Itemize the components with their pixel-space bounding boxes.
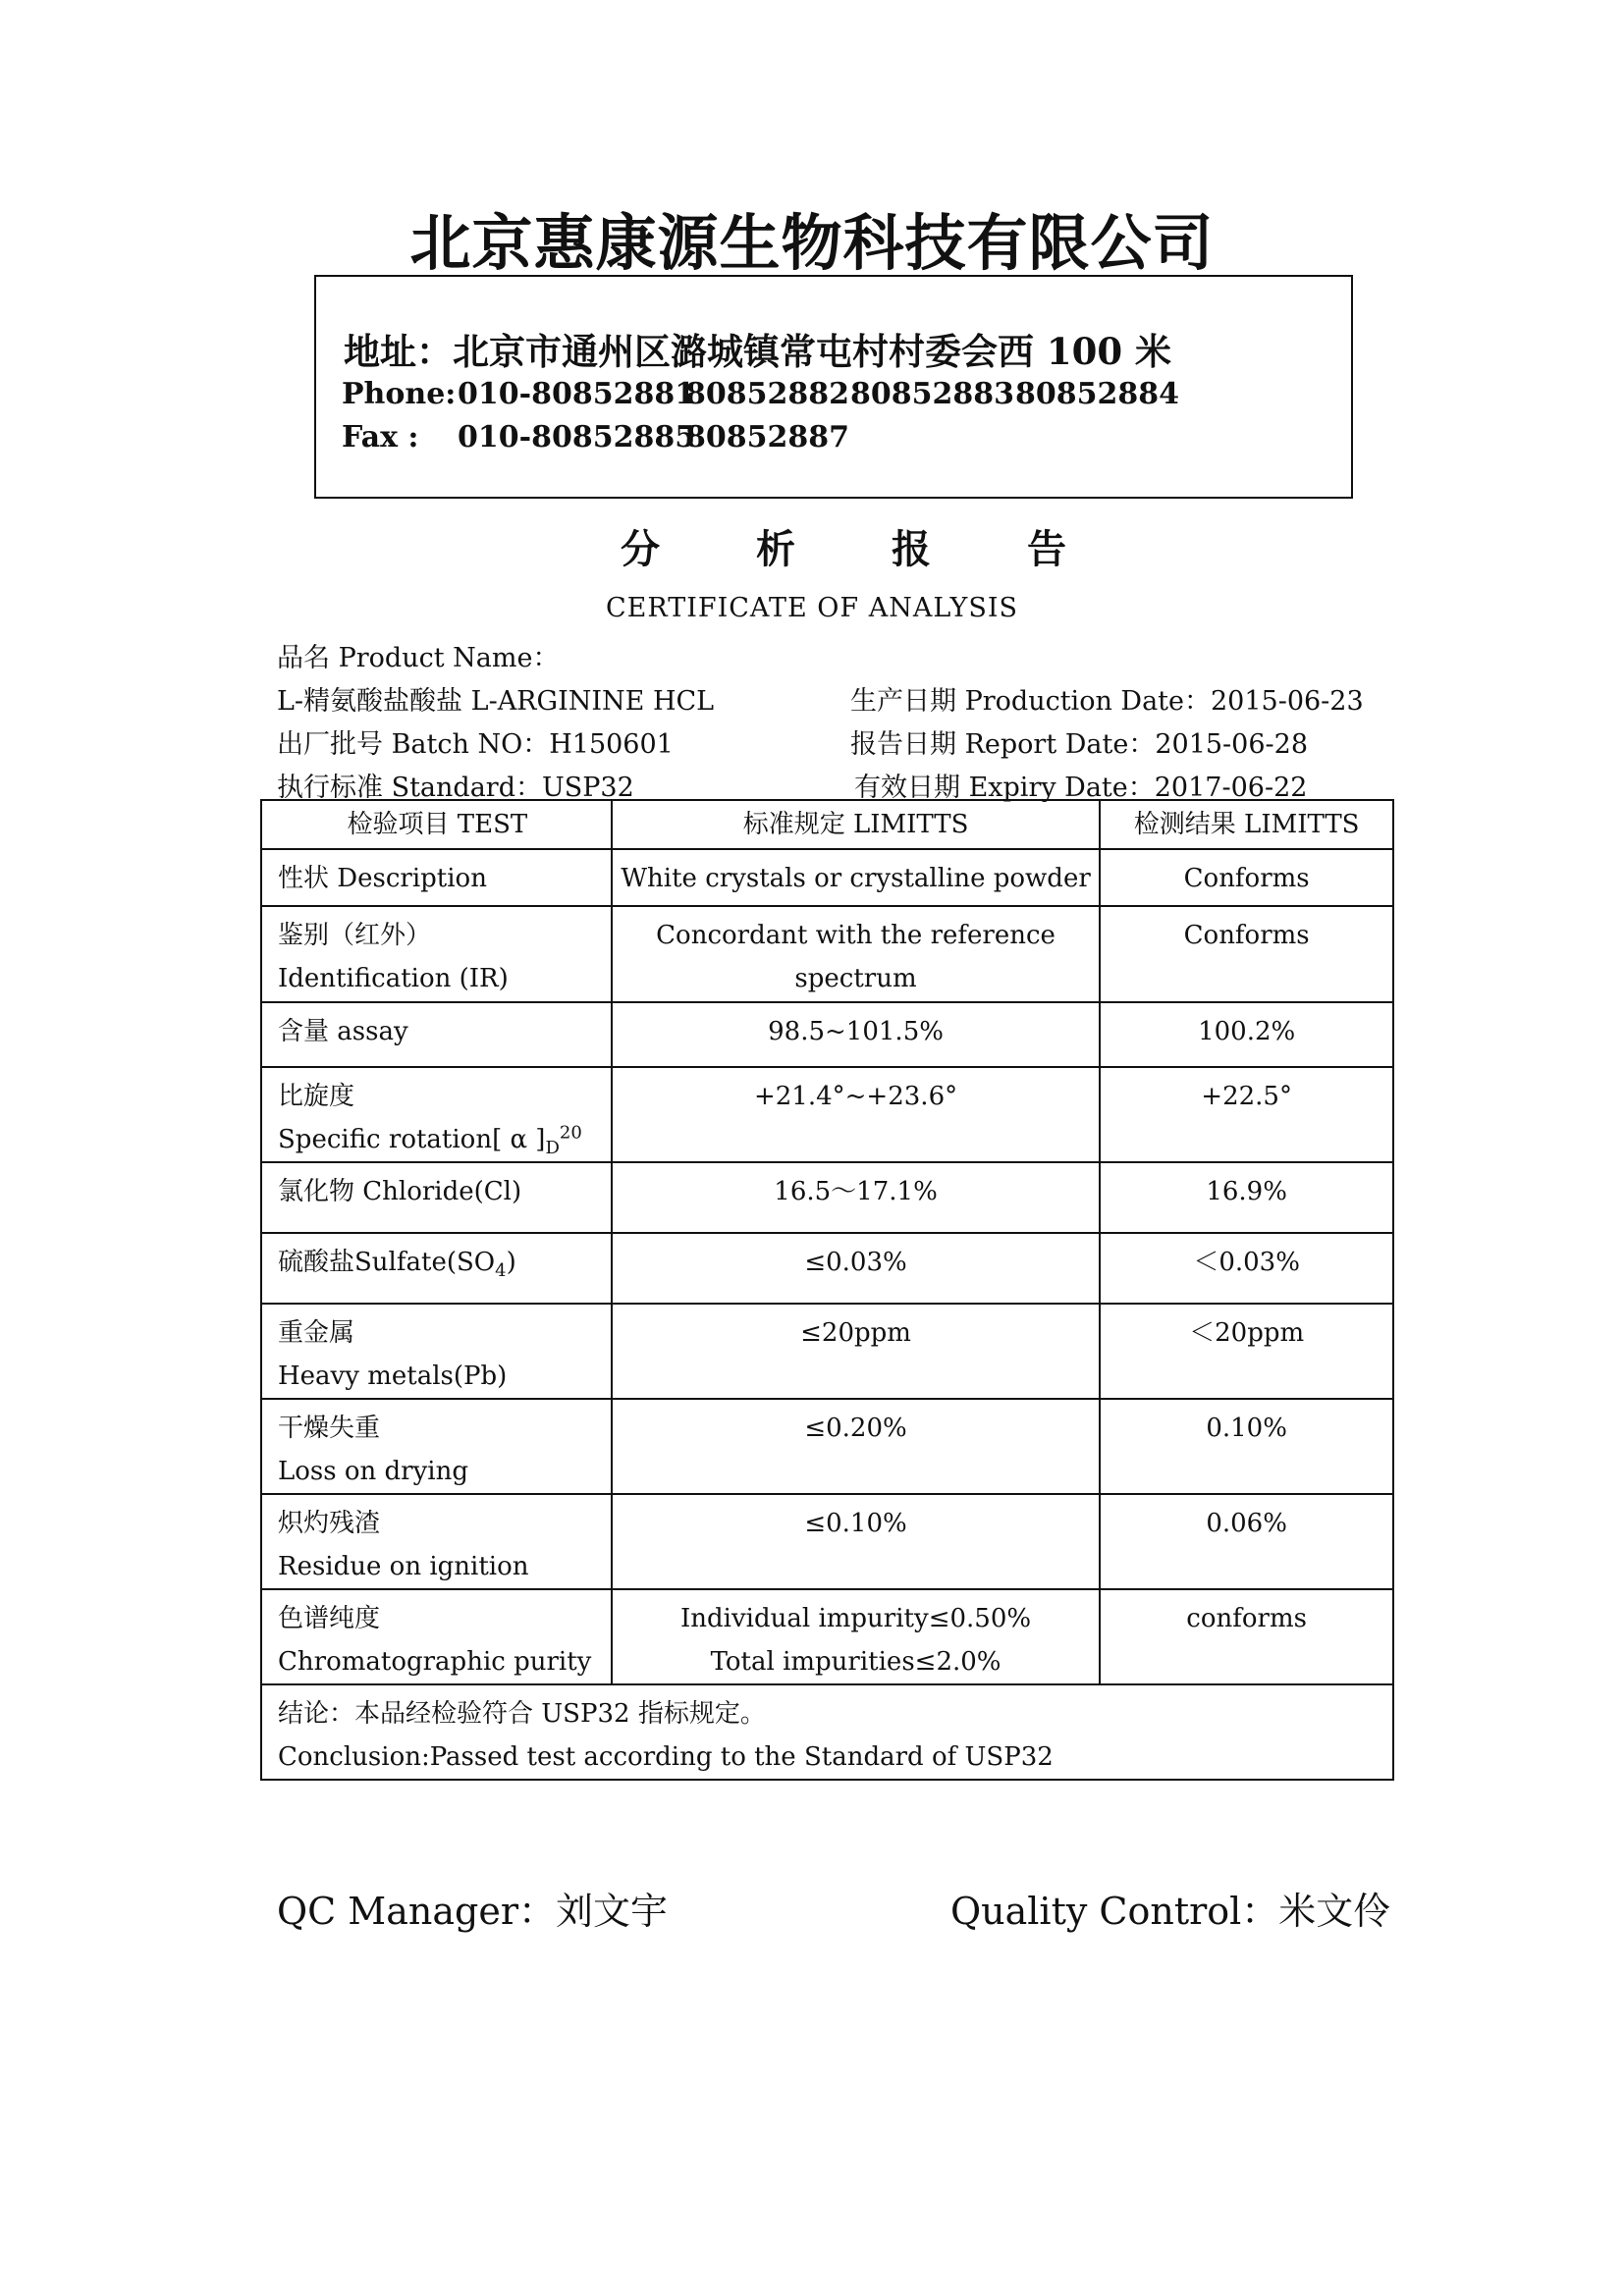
result-value: Conforms [1100,849,1393,906]
test-name: 比旋度 Specific rotation[ α ]$_D^{20}$ [261,1067,612,1162]
product-name: L-精氨酸盐酸盐 L-ARGININE HCL [277,686,715,717]
phone-label: Phone: [342,377,457,411]
test-name: 重金属 Heavy metals(Pb) [261,1304,612,1399]
fax-number: 010-80852885 [458,420,696,454]
certificate-title: CERTIFICATE OF ANALYSIS [605,593,1019,623]
address-line: 地址：北京市通州区潞城镇常屯村村委会西 100 米 [344,330,1171,373]
production-date: 生产日期 Production Date：2015-06-23 [850,686,1364,717]
table-row [261,1304,1393,1399]
phone-number: 80852883 [850,377,1014,411]
test-name: 氯化物 Chloride(Cl) [261,1162,612,1233]
test-name: 性状 Description [261,849,612,906]
limit-value: ≤20ppm [612,1304,1100,1399]
table-row [261,906,1393,1002]
test-name: 干燥失重 Loss on drying [261,1399,612,1494]
limit-value: Concordant with the reference spectrum [612,906,1100,1002]
report-title-char: 分 [621,526,660,572]
conclusion [261,1684,1393,1780]
result-value: conforms [1100,1589,1393,1684]
result-value: 0.10% [1100,1399,1393,1494]
header-test: 检验项目 TEST [261,800,612,849]
quality-control-signature: Quality Control：米文伶 [950,1890,1391,1933]
test-name: 鉴别（红外） Identification (IR) [261,906,612,1002]
table-row [261,1162,1393,1233]
contact-box [314,275,1353,499]
test-name: 含量 assay [261,1002,612,1067]
limit-value: 98.5~101.5% [612,1002,1100,1067]
result-value: 100.2% [1100,1002,1393,1067]
fax-line [342,420,849,454]
result-value: +22.5° [1100,1067,1393,1162]
limit-value: ≤0.20% [612,1399,1100,1494]
analysis-table [260,799,1394,1781]
result-value: 16.9% [1100,1162,1393,1233]
limit-value: Individual impurity≤0.50% Total impurities≤2.0% [612,1589,1100,1684]
limit-value: 16.5～17.1% [612,1162,1100,1233]
conclusion-cn: 结论：本品经检验符合 USP32 指标规定。 [278,1699,766,1729]
product-name-label: 品名 Product Name： [277,643,560,673]
table-row [261,849,1393,906]
conclusion-en: Conclusion:Passed test according to the Standard of USP32 [278,1742,1054,1772]
batch-number: 出厂批号 Batch NO：H150601 [277,729,674,760]
phone-number: 80852884 [1015,377,1179,411]
report-title-char: 析 [756,526,795,572]
phone-number: 010-80852881 [458,377,696,411]
fax-label: Fax : [342,420,419,454]
limit-value: ≤0.03% [612,1233,1100,1304]
limit-value: +21.4°~+23.6° [612,1067,1100,1162]
table-row [261,1494,1393,1589]
report-title-char: 报 [892,526,931,572]
phone-line [342,377,1179,411]
conclusion-row [261,1684,1393,1780]
table-row [261,1589,1393,1684]
limit-value: ≤0.10% [612,1494,1100,1589]
phone-number: 80852882 [685,377,849,411]
expiry-date: 有效日期 Expiry Date：2017-06-22 [854,773,1308,803]
table-row [261,1002,1393,1067]
result-value: ＜20ppm [1100,1304,1393,1399]
header-limits: 标准规定 LIMITTS [612,800,1100,849]
company-name: 北京惠康源生物科技有限公司 [409,207,1215,279]
table-row [261,1067,1393,1162]
table-header-row [261,800,1393,849]
test-name: 色谱纯度 Chromatographic purity [261,1589,612,1684]
table-row [261,1399,1393,1494]
report-title-char: 告 [1027,526,1066,572]
report-date: 报告日期 Report Date：2015-06-28 [850,729,1309,760]
table-row [261,1233,1393,1304]
test-name: 炽灼残渣 Residue on ignition [261,1494,612,1589]
qc-manager-signature: QC Manager：刘文宇 [277,1890,668,1933]
result-value: ＜0.03% [1100,1233,1393,1304]
fax-number: 80852887 [685,420,849,454]
standard: 执行标准 Standard：USP32 [277,773,634,803]
result-value: Conforms [1100,906,1393,1002]
result-value: 0.06% [1100,1494,1393,1589]
test-name: 硫酸盐$Sulfate(SO_4)$ [261,1233,612,1304]
header-results: 检测结果 LIMITTS [1100,800,1393,849]
limit-value: White crystals or crystalline powder [612,849,1100,906]
